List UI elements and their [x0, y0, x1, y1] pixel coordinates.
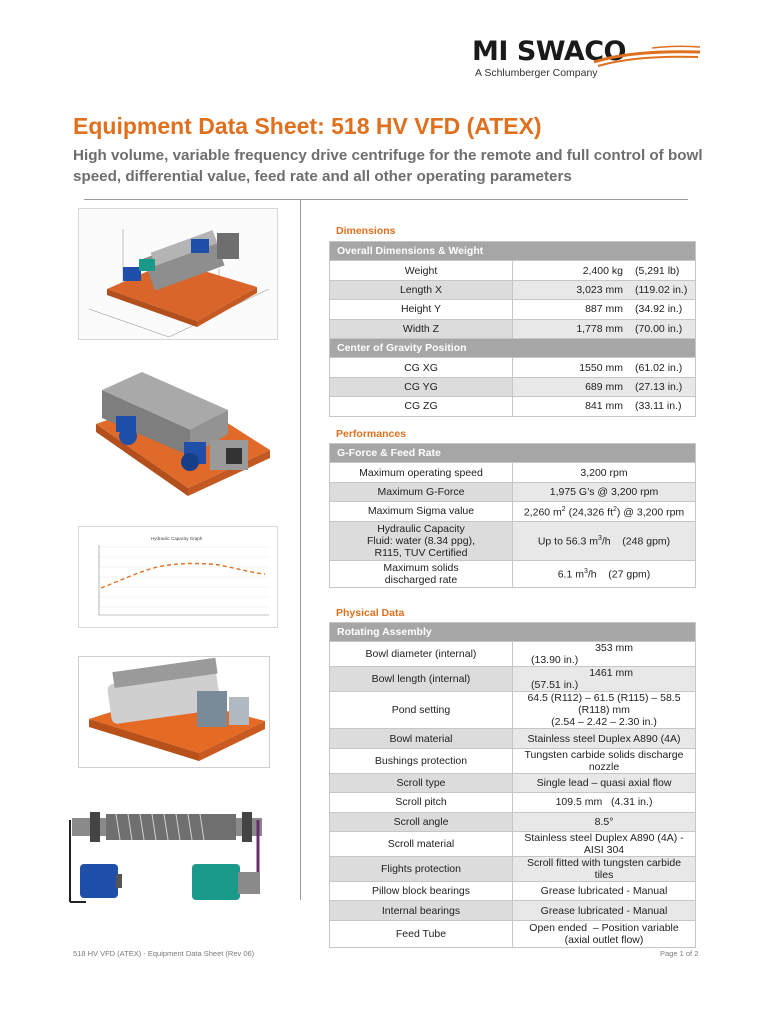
rotating-assembly-image	[66, 806, 278, 914]
value-part: ) @ 3,200 rpm	[616, 506, 685, 519]
table-row	[330, 881, 696, 900]
header-divider	[84, 199, 688, 200]
table-row	[330, 463, 696, 482]
table-row	[330, 856, 696, 881]
row-value	[513, 642, 696, 667]
row-label: Maximum operating speed	[330, 463, 513, 482]
table-row	[330, 642, 696, 667]
value-imperial: (5,291 lb)	[635, 264, 680, 277]
row-value	[513, 502, 696, 521]
row-label: Length X	[330, 280, 513, 299]
value-part: 6.1 m	[557, 568, 584, 581]
row-label: Scroll type	[330, 773, 513, 792]
row-label: Internal bearings	[330, 901, 513, 920]
row-value	[513, 377, 696, 396]
row-value: Stainless steel Duplex A890 (4A) - AISI 304	[513, 831, 696, 856]
value-metric: 689 mm	[585, 380, 623, 393]
table-row	[330, 920, 696, 947]
row-value	[513, 692, 696, 729]
value-line: (2.54 – 2.42 – 2.30 in.)	[551, 716, 657, 729]
row-value: 8.5°	[513, 812, 696, 831]
superscript: 3	[597, 535, 602, 543]
row-value	[513, 560, 696, 587]
value-imperial: (33.11 in.)	[635, 400, 682, 413]
table-row	[330, 560, 696, 587]
row-label: Pond setting	[330, 692, 513, 729]
value-metric: 887 mm	[585, 303, 623, 316]
graph-title: Hydraulic Capacity Graph	[151, 536, 203, 541]
value-part: (24,326 ft	[565, 506, 613, 519]
row-label: CG XG	[330, 358, 513, 377]
table-row	[330, 300, 696, 319]
hydraulic-capacity-graph	[78, 526, 278, 628]
performances-table	[329, 443, 696, 588]
table-row	[330, 280, 696, 299]
row-value	[513, 397, 696, 416]
table-row	[330, 793, 696, 812]
label-line: Fluid: water (8.34 ppg),	[367, 534, 475, 547]
physical-table	[329, 622, 696, 948]
table-row	[330, 521, 696, 560]
row-value: Single lead – quasi axial flow	[513, 773, 696, 792]
row-label: Weight	[330, 261, 513, 280]
logo-tagline: A Schlumberger Company	[475, 67, 598, 79]
row-label: Maximum G-Force	[330, 482, 513, 501]
table-group-header: Overall Dimensions & Weight	[330, 242, 696, 261]
table-row	[330, 748, 696, 773]
value-imperial: (27.13 in.)	[635, 380, 683, 393]
value-metric: 353 mm	[595, 642, 633, 655]
footer-document-id: 518 HV VFD (ATEX) - Equipment Data Sheet (Rev 06)	[73, 949, 255, 958]
row-label: Bowl length (internal)	[330, 667, 513, 692]
table-row	[330, 482, 696, 501]
row-label: CG YG	[330, 377, 513, 396]
row-label: Bowl diameter (internal)	[330, 642, 513, 667]
row-value: Grease lubricated - Manual	[513, 881, 696, 900]
row-value	[513, 667, 696, 692]
value-imperial: (70.00 in.)	[635, 322, 683, 335]
row-value: Grease lubricated - Manual	[513, 901, 696, 920]
row-value: Scroll fitted with tungsten carbide tiles	[513, 856, 696, 881]
footer-page-number: Page 1 of 2	[660, 949, 699, 958]
row-value	[513, 521, 696, 560]
value-metric: 3,023 mm	[576, 283, 623, 296]
row-label: Scroll material	[330, 831, 513, 856]
value-part: Up to 56.3 m	[537, 535, 598, 548]
value-metric: 1,778 mm	[576, 322, 623, 335]
logo-swoosh-icon	[592, 42, 702, 68]
logo-brand: MI SWACO	[472, 36, 626, 67]
row-label: Scroll angle	[330, 812, 513, 831]
label-line: R115, TUV Certified	[374, 546, 468, 559]
row-value: 1,975 G’s @ 3,200 rpm	[513, 482, 696, 501]
value-metric: 1550 mm	[579, 361, 623, 374]
value-line: 64.5 (R112) – 61.5 (R115) – 58.5 (R118) mm	[527, 692, 681, 717]
performances-section-title: Performances	[336, 428, 407, 440]
row-label	[330, 560, 513, 587]
value-imperial: (13.90 in.)	[531, 654, 579, 667]
value-metric: 2,400 kg	[582, 264, 623, 277]
dimensions-table	[329, 241, 696, 417]
page-subtitle: High volume, variable frequency drive centrifuge for the remote and full control of bowl speed, differential value, feed rate and all other operating parameters	[73, 147, 703, 185]
table-row	[330, 812, 696, 831]
row-value	[513, 280, 696, 299]
value-imperial: (61.02 in.)	[635, 361, 683, 374]
superscript: 2	[561, 506, 566, 514]
row-value	[513, 920, 696, 947]
table-row	[330, 261, 696, 280]
table-row	[330, 901, 696, 920]
value-line: Open ended – Position variable	[529, 921, 679, 934]
table-group-header: Rotating Assembly	[330, 623, 696, 642]
table-group-header: Center of Gravity Position	[330, 338, 696, 357]
label-line: Maximum solids	[383, 561, 459, 574]
label-line: Hydraulic Capacity	[377, 522, 465, 535]
row-value: Stainless steel Duplex A890 (4A)	[513, 729, 696, 748]
row-label: Bowl material	[330, 729, 513, 748]
table-row	[330, 692, 696, 729]
company-logo	[472, 36, 702, 86]
row-label: Height Y	[330, 300, 513, 319]
value-metric: 1461 mm	[589, 667, 633, 680]
row-value	[513, 300, 696, 319]
table-group-header: G-Force & Feed Rate	[330, 444, 696, 463]
table-row	[330, 667, 696, 692]
value-part: 2,260 m	[523, 506, 562, 519]
table-row	[330, 502, 696, 521]
dimensions-section-title: Dimensions	[336, 225, 396, 237]
row-value	[513, 358, 696, 377]
table-row	[330, 831, 696, 856]
value-imperial: (119.02 in.)	[635, 283, 688, 296]
superscript: 2	[612, 506, 617, 514]
row-label: Feed Tube	[330, 920, 513, 947]
row-value: 109.5 mm (4.31 in.)	[513, 793, 696, 812]
value-metric: 841 mm	[585, 400, 623, 413]
row-label: Maximum Sigma value	[330, 502, 513, 521]
row-label: Flights protection	[330, 856, 513, 881]
table-row	[330, 773, 696, 792]
row-label: Pillow block bearings	[330, 881, 513, 900]
table-row	[330, 729, 696, 748]
dimension-drawing-image	[78, 208, 278, 340]
row-label: CG ZG	[330, 397, 513, 416]
value-imperial: (34.92 in.)	[635, 303, 683, 316]
centrifuge-photo-image	[78, 656, 270, 768]
physical-section-title: Physical Data	[336, 607, 405, 619]
value-part: /h (27 gpm)	[587, 568, 651, 581]
column-divider	[300, 200, 301, 900]
value-imperial: (57.51 in.)	[531, 679, 579, 692]
row-value	[513, 261, 696, 280]
label-line: discharged rate	[384, 573, 458, 586]
table-row	[330, 358, 696, 377]
value-part: /h (248 gpm)	[601, 535, 671, 548]
row-label: Scroll pitch	[330, 793, 513, 812]
table-row	[330, 319, 696, 338]
page-title: Equipment Data Sheet: 518 HV VFD (ATEX)	[73, 113, 542, 139]
centrifuge-render-image	[78, 364, 276, 502]
value-line: (axial outlet flow)	[564, 933, 644, 946]
row-value: Tungsten carbide solids discharge nozzle	[513, 748, 696, 773]
table-row	[330, 397, 696, 416]
superscript: 3	[583, 568, 588, 576]
row-value: 3,200 rpm	[513, 463, 696, 482]
row-label: Width Z	[330, 319, 513, 338]
row-label	[330, 521, 513, 560]
table-row	[330, 377, 696, 396]
row-value	[513, 319, 696, 338]
row-label: Bushings protection	[330, 748, 513, 773]
